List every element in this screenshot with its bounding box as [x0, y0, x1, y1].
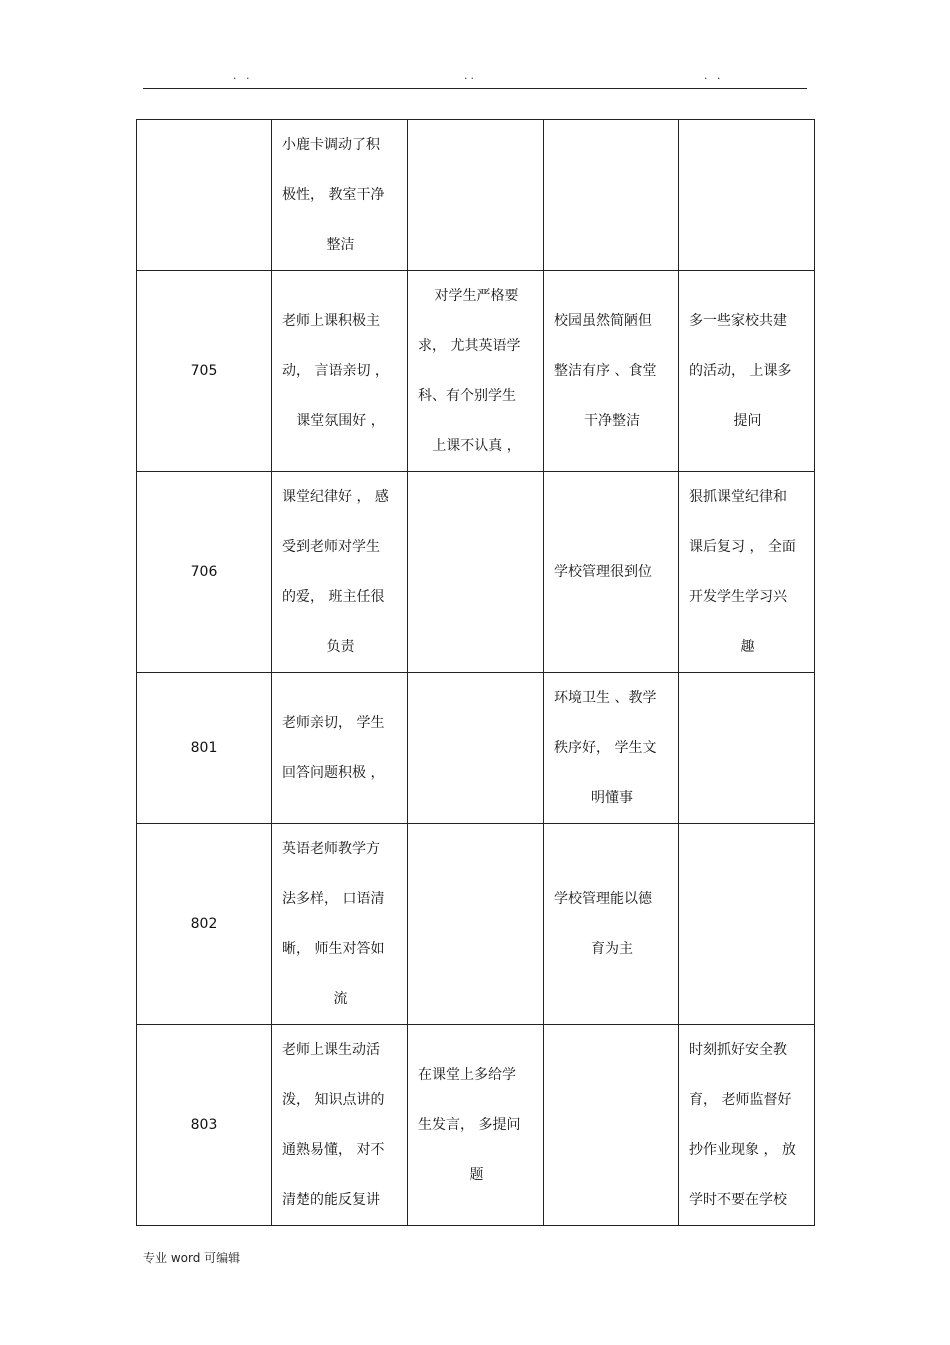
cell-line: 对学生严格要: [434, 288, 519, 304]
cell-line: 整洁有序 、食堂: [554, 363, 657, 379]
cell-line: 英语老师教学方: [282, 841, 380, 857]
cell-line: 学时不要在学校: [689, 1192, 787, 1208]
cell-line: 老师上课生动活: [282, 1042, 380, 1058]
cell-line: 育为主: [591, 941, 633, 957]
feedback-table: [136, 119, 815, 1226]
cell-line: 学校管理能以德: [554, 891, 652, 907]
advice-cell: [679, 673, 815, 824]
advice-cell: [679, 1025, 815, 1226]
cell-line: 育， 老师监督好: [689, 1092, 792, 1108]
cell-line: 趣: [740, 639, 755, 655]
cell-line: 在课堂上多给学: [418, 1067, 516, 1083]
cell-line: 开发学生学习兴: [689, 589, 787, 605]
cell-line: 负责: [326, 639, 355, 655]
cell-line: 生发言， 多提问: [418, 1117, 521, 1133]
cell-line: 的爱， 班主任很: [282, 589, 385, 605]
advice-cell: [679, 824, 815, 1025]
cell-line: 明懂事: [591, 790, 633, 806]
cell-line: 校园虽然简陋但: [554, 313, 652, 329]
advice-cell: [679, 120, 815, 271]
teaching-cell: [272, 1025, 408, 1226]
cell-line: 课堂纪律好 ， 感: [282, 489, 389, 505]
teaching-cell: [272, 120, 408, 271]
cell-line: 流: [333, 991, 348, 1007]
cell-line: 小鹿卡调动了积: [282, 137, 380, 153]
cell-line: 受到老师对学生: [282, 539, 380, 555]
cell-line: 课堂氛围好 ，: [296, 413, 385, 429]
management-cell: [544, 472, 679, 673]
cell-line: 泼， 知识点讲的: [282, 1092, 385, 1108]
cell-line: 求， 尤其英语学: [418, 338, 521, 354]
cell-line: 抄作业现象 ， 放: [689, 1142, 796, 1158]
suggestion-cell: [408, 824, 544, 1025]
header-dots-left: . .: [233, 69, 253, 82]
cell-line: 极性， 教室干净: [282, 187, 385, 203]
cell-line: 整洁: [326, 237, 355, 253]
teaching-cell: [272, 824, 408, 1025]
table-row: [137, 120, 815, 271]
cell-line: 上课不认真 ，: [432, 438, 521, 454]
teaching-cell: [272, 673, 408, 824]
cell-line: 课后复习 ， 全面: [689, 539, 796, 555]
management-cell: [544, 271, 679, 472]
class-id-cell: 706: [137, 472, 272, 673]
footer-note: 专业 word 可编辑: [143, 1251, 241, 1265]
cell-line: 科、有个别学生: [418, 388, 516, 404]
cell-line: 干净整洁: [584, 413, 640, 429]
cell-line: 晰， 师生对答如: [282, 941, 385, 957]
class-id-cell: 802: [137, 824, 272, 1025]
cell-line: 老师亲切， 学生: [282, 715, 385, 731]
management-cell: [544, 120, 679, 271]
cell-line: 时刻抓好安全教: [689, 1042, 787, 1058]
header-rule: [143, 88, 807, 89]
header-dots-middle: ..: [464, 69, 477, 82]
class-id-cell: 803: [137, 1025, 272, 1226]
suggestion-cell: [408, 1025, 544, 1226]
cell-line: 的活动， 上课多: [689, 363, 792, 379]
table-row: [137, 271, 815, 472]
management-cell: [544, 824, 679, 1025]
cell-line: 学校管理很到位: [554, 564, 652, 580]
cell-line: 提问: [733, 413, 762, 429]
table-row: [137, 673, 815, 824]
cell-line: 狠抓课堂纪律和: [689, 489, 787, 505]
class-id-cell: 705: [137, 271, 272, 472]
cell-line: 题: [469, 1167, 484, 1183]
cell-line: 动， 言语亲切 ，: [282, 363, 389, 379]
suggestion-cell: [408, 673, 544, 824]
cell-line: 秩序好， 学生文: [554, 740, 657, 756]
cell-line: 老师上课积极主: [282, 313, 380, 329]
cell-line: 通熟易懂， 对不: [282, 1142, 385, 1158]
advice-cell: [679, 472, 815, 673]
cell-line: 环境卫生 、教学: [554, 690, 657, 706]
cell-line: 回答问题积极 ，: [282, 765, 385, 781]
suggestion-cell: [408, 472, 544, 673]
management-cell: [544, 1025, 679, 1226]
cell-line: 法多样， 口语清: [282, 891, 385, 907]
cell-line: 多一些家校共建: [689, 313, 787, 329]
suggestion-cell: [408, 271, 544, 472]
suggestion-cell: [408, 120, 544, 271]
table-row: [137, 824, 815, 1025]
management-cell: [544, 673, 679, 824]
class-id-cell: [137, 120, 272, 271]
class-id-cell: 801: [137, 673, 272, 824]
cell-line: 清楚的能反复讲: [282, 1192, 380, 1208]
teaching-cell: [272, 472, 408, 673]
table-row: [137, 472, 815, 673]
header-dots-right: . .: [704, 69, 724, 82]
advice-cell: [679, 271, 815, 472]
table-row: [137, 1025, 815, 1226]
teaching-cell: [272, 271, 408, 472]
